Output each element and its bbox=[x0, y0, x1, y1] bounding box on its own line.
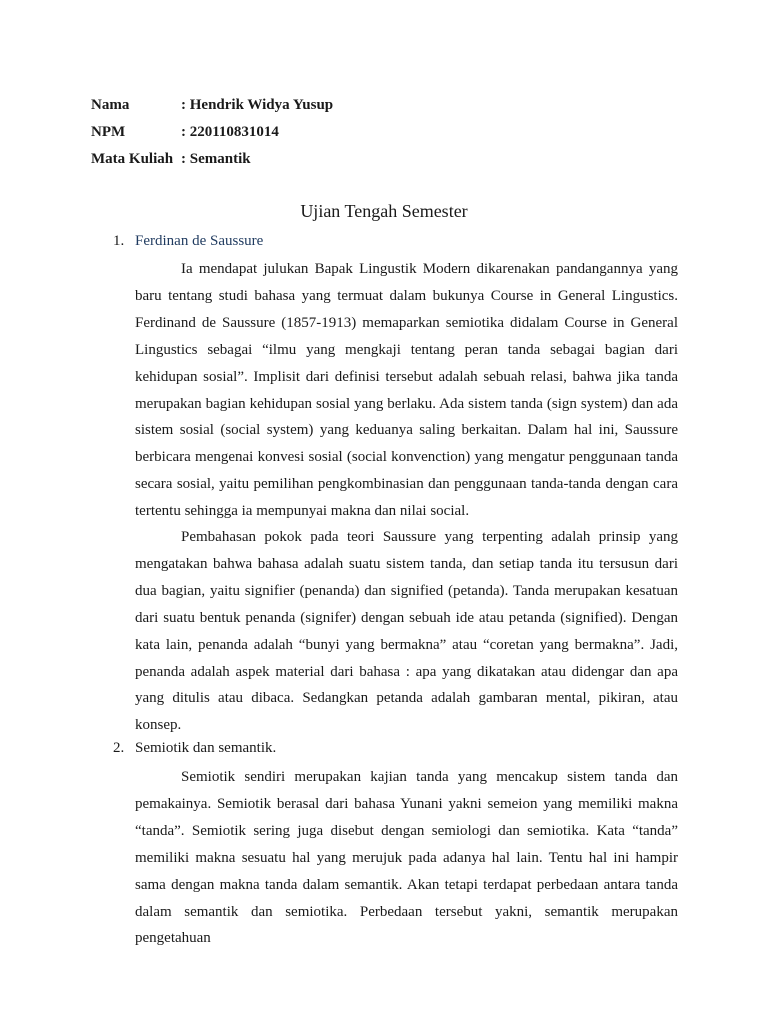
paragraph: Ia mendapat julukan Bapak Lingustik Modern dikarenakan pandangannya yang baru tentang studi bahasa yang termuat dalam bukunya Course in General Lingustics. Ferdinand de Saussure (1857-1913) memaparkan semiotika didalam Course in General Lingustics sebagai “ilmu yang mengkaji tentang peran tanda sebagai bagian dari kehidupan sosial”. Implisit dari definisi tersebut adalah sebuah relasi, bahwa jika tanda merupakan bagian kehidupan sosial yang berlaku. Ada sistem tanda (sign system) dan ada sistem sosial (social system) yang keduanya saling berkaitan. Dalam hal ini, Saussure berbicara mengenai konvesi sosial (social konvenction) yang mengatur penggunaan tanda secara sosial, yaitu pemilihan pengkombinasian dan penggunaan tanda-tanda dengan cara tertentu sehingga ia mempunyai makna dan nilai social. bbox=[135, 261, 678, 520]
paragraph: Pembahasan pokok pada teori Saussure yang terpenting adalah prinsip yang mengatakan bahwa bahasa adalah suatu sistem tanda, dan setiap tanda itu tersusun dari dua bagian, yaitu signifier (penanda) dan signified (petanda). Tanda merupakan kesatuan dari suatu bentuk penanda (signifer) dengan sebuah ide atau petanda (signified). Dengan kata lain, penanda adalah “bunyi yang bermakna” atau “coretan yang bermakna”. Jadi, penanda adalah aspek material dari bahasa : apa yang dikatakan atau didengar dan apa yang ditulis atau dibaca. Sedangkan petanda adalah gambaran mental, pikiran, atau konsep. bbox=[135, 529, 678, 734]
section-title: Ferdinan de Saussure bbox=[135, 233, 264, 249]
info-value: : Semantik bbox=[181, 151, 251, 167]
info-label: NPM bbox=[91, 124, 126, 140]
section-number: 1. bbox=[113, 233, 125, 249]
info-row-course bbox=[91, 146, 333, 173]
info-value: : 220110831014 bbox=[181, 124, 279, 140]
section-heading-2 bbox=[113, 738, 276, 758]
section-heading-1 bbox=[113, 231, 263, 251]
info-row-npm bbox=[91, 119, 333, 146]
section-title: Semiotik dan semantik. bbox=[135, 740, 277, 756]
info-value: : Hendrik Widya Yusup bbox=[181, 97, 334, 113]
document-title: Ujian Tengah Semester bbox=[300, 201, 468, 221]
info-row-name bbox=[91, 92, 333, 119]
info-label: Nama bbox=[91, 97, 130, 113]
section-number: 2. bbox=[113, 740, 125, 756]
info-label: Mata Kuliah bbox=[91, 151, 174, 167]
paragraph: Semiotik sendiri merupakan kajian tanda yang mencakup sistem tanda dan pemakainya. Semiotik berasal dari bahasa Yunani yakni semeion yang memiliki makna “tanda”. Semiotik sering juga disebut dengan semiologi dan semiotika. Kata “tanda” memiliki makna sesuatu hal yang merujuk pada adanya hal lain. Tentu hal ini hampir sama dengan makna tanda dalam semantik. Akan tetapi terdapat perbedaan antara tanda dalam semantik dan semiotika. Perbedaan tersebut yakni, semantik merupakan pengetahuan bbox=[135, 769, 678, 947]
student-info bbox=[91, 92, 333, 173]
